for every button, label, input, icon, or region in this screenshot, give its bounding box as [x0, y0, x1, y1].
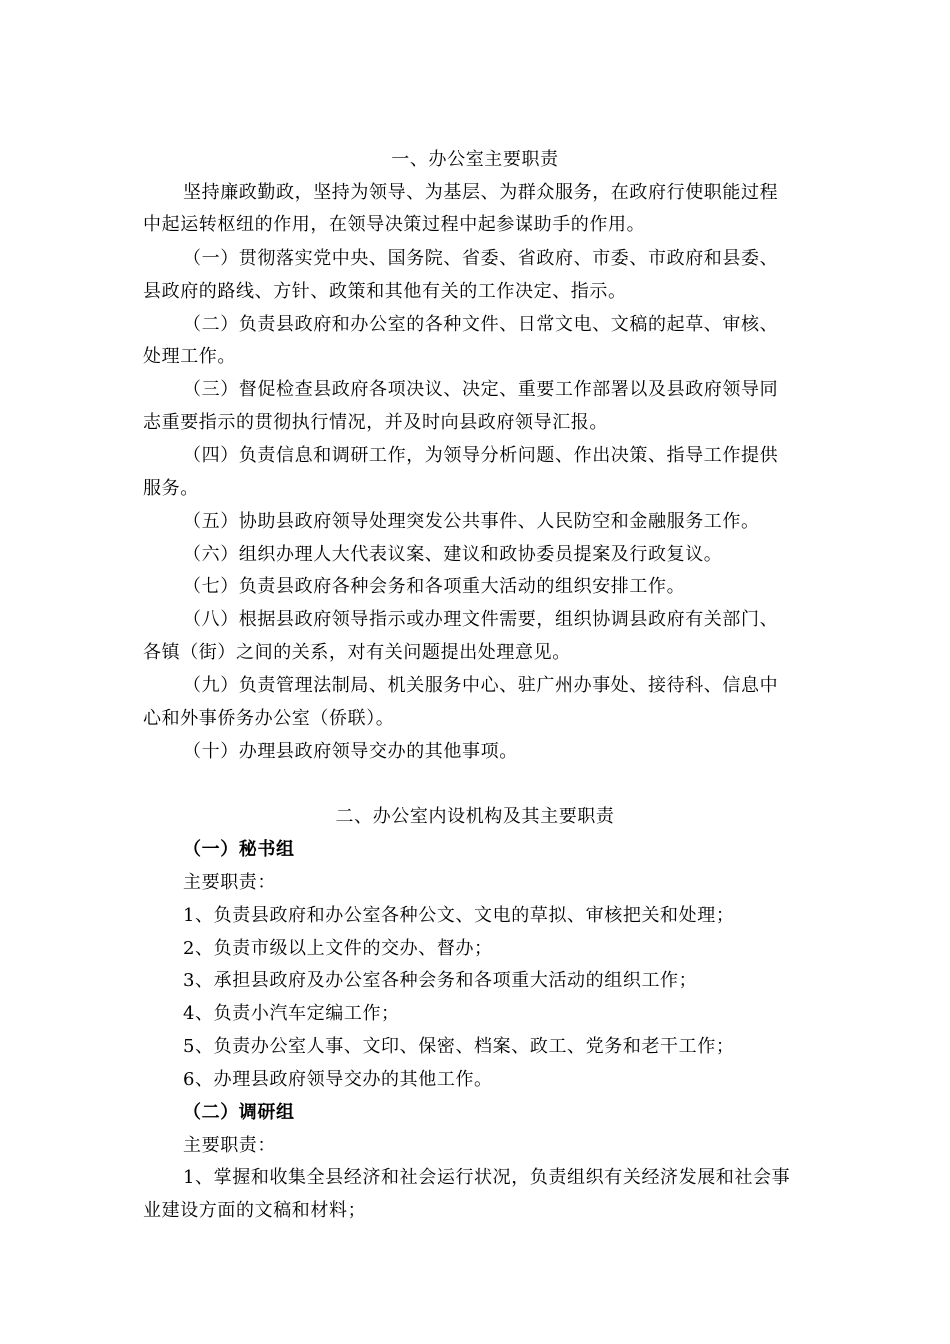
section-2-title: 二、办公室内设机构及其主要职责	[335, 806, 615, 827]
intro-line-1: 坚持廉政勤政，坚持为领导、为基层、为群众服务，在政府行使职能过程	[183, 182, 779, 203]
item-4-line-1: （四）负责信息和调研工作，为领导分析问题、作出决策、指导工作提供	[183, 445, 779, 466]
item-9-line-1: （九）负责管理法制局、机关服务中心、驻广州办事处、接待科、信息中	[183, 675, 779, 696]
item-8-line-1: （八）根据县政府领导指示或办理文件需要，组织协调县政府有关部门、	[183, 609, 779, 630]
group-1-heading: （一）秘书组	[183, 839, 295, 860]
group-1-duty-1: 1、负责县政府和办公室各种公文、文电的草拟、审核把关和处理；	[183, 905, 735, 926]
item-1-line-1: （一）贯彻落实党中央、国务院、省委、省政府、市委、市政府和县委、	[183, 248, 779, 269]
item-10: （十）办理县政府领导交办的其他事项。	[183, 741, 518, 762]
item-7: （七）负责县政府各种会务和各项重大活动的组织安排工作。	[183, 576, 686, 597]
group-1-duty-2: 2、负责市级以上文件的交办、督办；	[183, 938, 493, 959]
item-9-line-2: 心和外事侨务办公室（侨联）。	[143, 708, 395, 729]
group-1-duties-label: 主要职责：	[183, 872, 276, 893]
item-5: （五）协助县政府领导处理突发公共事件、人民防空和金融服务工作。	[183, 511, 760, 532]
item-3-line-1: （三）督促检查县政府各项决议、决定、重要工作部署以及县政府领导同	[183, 379, 779, 400]
section-1-title: 一、办公室主要职责	[391, 149, 559, 170]
group-2-duty-1-line-2: 业建设方面的文稿和材料；	[143, 1200, 367, 1221]
item-2-line-2: 处理工作。	[143, 346, 236, 367]
item-4-line-2: 服务。	[143, 478, 199, 499]
item-1-line-2: 县政府的路线、方针、政策和其他有关的工作决定、指示。	[143, 281, 627, 302]
group-1-duty-3: 3、承担县政府及办公室各种会务和各项重大活动的组织工作；	[183, 970, 698, 991]
item-6: （六）组织办理人大代表议案、建议和政协委员提案及行政复议。	[183, 544, 723, 565]
item-2-line-1: （二）负责县政府和办公室的各种文件、日常文电、文稿的起草、审核、	[183, 314, 779, 335]
intro-line-2: 中起运转枢纽的作用，在领导决策过程中起参谋助手的作用。	[143, 214, 646, 235]
group-2-duties-label: 主要职责：	[183, 1135, 276, 1156]
item-8-line-2: 各镇（街）之间的关系，对有关问题提出处理意见。	[143, 642, 571, 663]
item-3-line-2: 志重要指示的贯彻执行情况，并及时向县政府领导汇报。	[143, 412, 608, 433]
group-1-duty-6: 6、办理县政府领导交办的其他工作。	[183, 1069, 493, 1090]
group-1-duty-5: 5、负责办公室人事、文印、保密、档案、政工、党务和老干工作；	[183, 1036, 735, 1057]
group-2-heading: （二）调研组	[183, 1102, 295, 1123]
group-1-duty-4: 4、负责小汽车定编工作；	[183, 1003, 400, 1024]
group-2-duty-1-line-1: 1、掌握和收集全县经济和社会运行状况，负责组织有关经济发展和社会事	[183, 1167, 791, 1188]
